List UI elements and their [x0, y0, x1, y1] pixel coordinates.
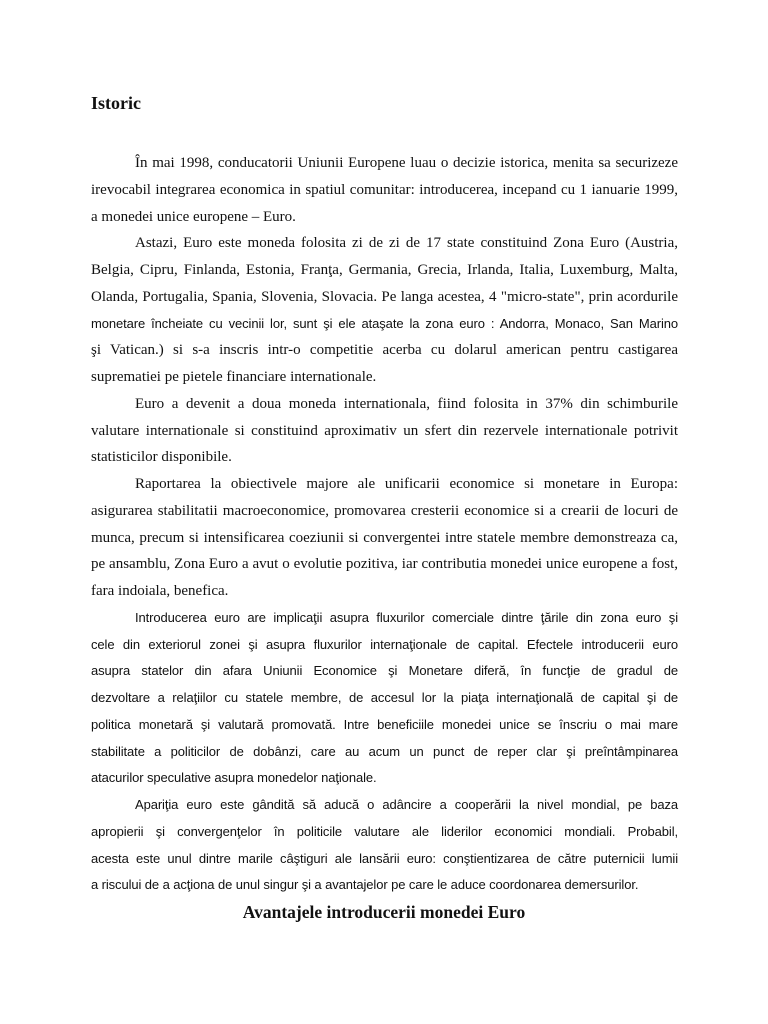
paragraph-line: dezvoltare a relaţiilor cu statele membre, de accesul lor la piaţa internaţională de capital şi de	[91, 690, 678, 705]
paragraph-line: pe ansamblu, Zona Euro a avut o evolutie pozitiva, iar contributia monedei unice europene a fost,	[91, 556, 678, 573]
paragraph-line: Euro a devenit a doua moneda internationala, fiind folosita in 37% din schimburile	[135, 395, 678, 412]
paragraph-line: a monedei unice europene – Euro.	[91, 208, 296, 225]
paragraph-5	[91, 605, 678, 792]
document-body	[91, 150, 678, 899]
paragraph-line: atacurilor speculative asupra monedelor naţionale.	[91, 770, 377, 786]
paragraph-line: fara indoiala, benefica.	[91, 583, 229, 599]
paragraph-line: acesta este unul dintre marile câştiguri ale lansării euro: conştientizarea de către puternicii lumii	[91, 850, 678, 866]
paragraph-line: Introducerea euro are implicaţii asupra fluxurilor comerciale dintre ţările din zona euro şi	[135, 609, 678, 625]
paragraph-3	[91, 391, 678, 471]
paragraph-line: munca, precum si intensificarea coeziunii si convergentei intre statele membre demonstreaza ca,	[91, 529, 678, 546]
paragraph-line: Raportarea la obiectivele majore ale unificarii economice si monetare in Europa:	[135, 476, 678, 492]
paragraph-line: suprematiei pe pietele financiare internationale.	[91, 369, 377, 385]
paragraph-line: a riscului de a acţiona de unul singur şi a avantajelor pe care le aduce coordonarea demersurilor.	[91, 877, 639, 893]
paragraph-line: Astazi, Euro este moneda folosita zi de zi de 17 state constituind Zona Euro (Austria,	[135, 235, 678, 252]
paragraph-line: stabilitate a politicilor de dobânzi, care au acum un punct de reper clar şi preîntâmpinarea	[91, 743, 678, 759]
paragraph-4	[91, 471, 678, 605]
paragraph-line: irevocabil integrarea economica in spatiul comunitar: introducerea, incepand cu 1 ianuarie 1999,	[91, 181, 678, 198]
paragraph-line: Apariţia euro este gândită să aducă o adâncire a cooperării la nivel mondial, pe baza	[135, 797, 678, 812]
paragraph-line: Belgia, Cipru, Finlanda, Estonia, Franţa, Germania, Grecia, Irlanda, Italia, Luxemburg, Malta,	[91, 262, 678, 278]
paragraph-line: politica monetară şi valutară promovată. Intre beneficiile monedei unice se înscriu o mai mare	[91, 716, 678, 732]
paragraph-line: şi Vatican.) si s-a inscris intr-o competitie acerba cu dolarul american pentru castigarea	[91, 342, 678, 359]
paragraph-line: cele din exteriorul zonei şi asupra fluxurilor internaţionale de capital. Efectele introducerii euro	[91, 636, 678, 652]
paragraph-6	[91, 792, 678, 899]
page-heading: Istoric	[91, 93, 141, 113]
paragraph-line: monetare încheiate cu vecinii lor, sunt şi ele ataşate la zona euro : Andorra, Monaco, San Marino	[91, 315, 678, 331]
paragraph-line: statisticilor disponibile.	[91, 449, 232, 466]
paragraph-line: asigurarea stabilitatii macroeconomice, promovarea cresterii economice si a crearii de locuri de	[91, 502, 678, 519]
paragraph-1	[91, 150, 678, 230]
paragraph-line: apropierii şi convergenţelor în politicile valutare ale liderilor economici mondiali. Probabil,	[91, 823, 678, 839]
paragraph-line: Olanda, Portugalia, Spania, Slovenia, Slovacia. Pe langa acestea, 4 "micro-state", prin acordurile	[91, 288, 678, 305]
paragraph-line: În mai 1998, conducatorii Uniunii Europene luau o decizie istorica, menita sa securizeze	[135, 155, 678, 171]
paragraph-line: asupra statelor din afara Uniunii Economice şi Monetare diferă, în funcţie de gradul de	[91, 663, 678, 679]
section-title: Avantajele introducerii monedei Euro	[242, 902, 526, 922]
paragraph-2	[91, 230, 678, 391]
paragraph-line: valutare internationale si constituind aproximativ un sfert din rezervele internationale potrivit	[91, 422, 678, 439]
